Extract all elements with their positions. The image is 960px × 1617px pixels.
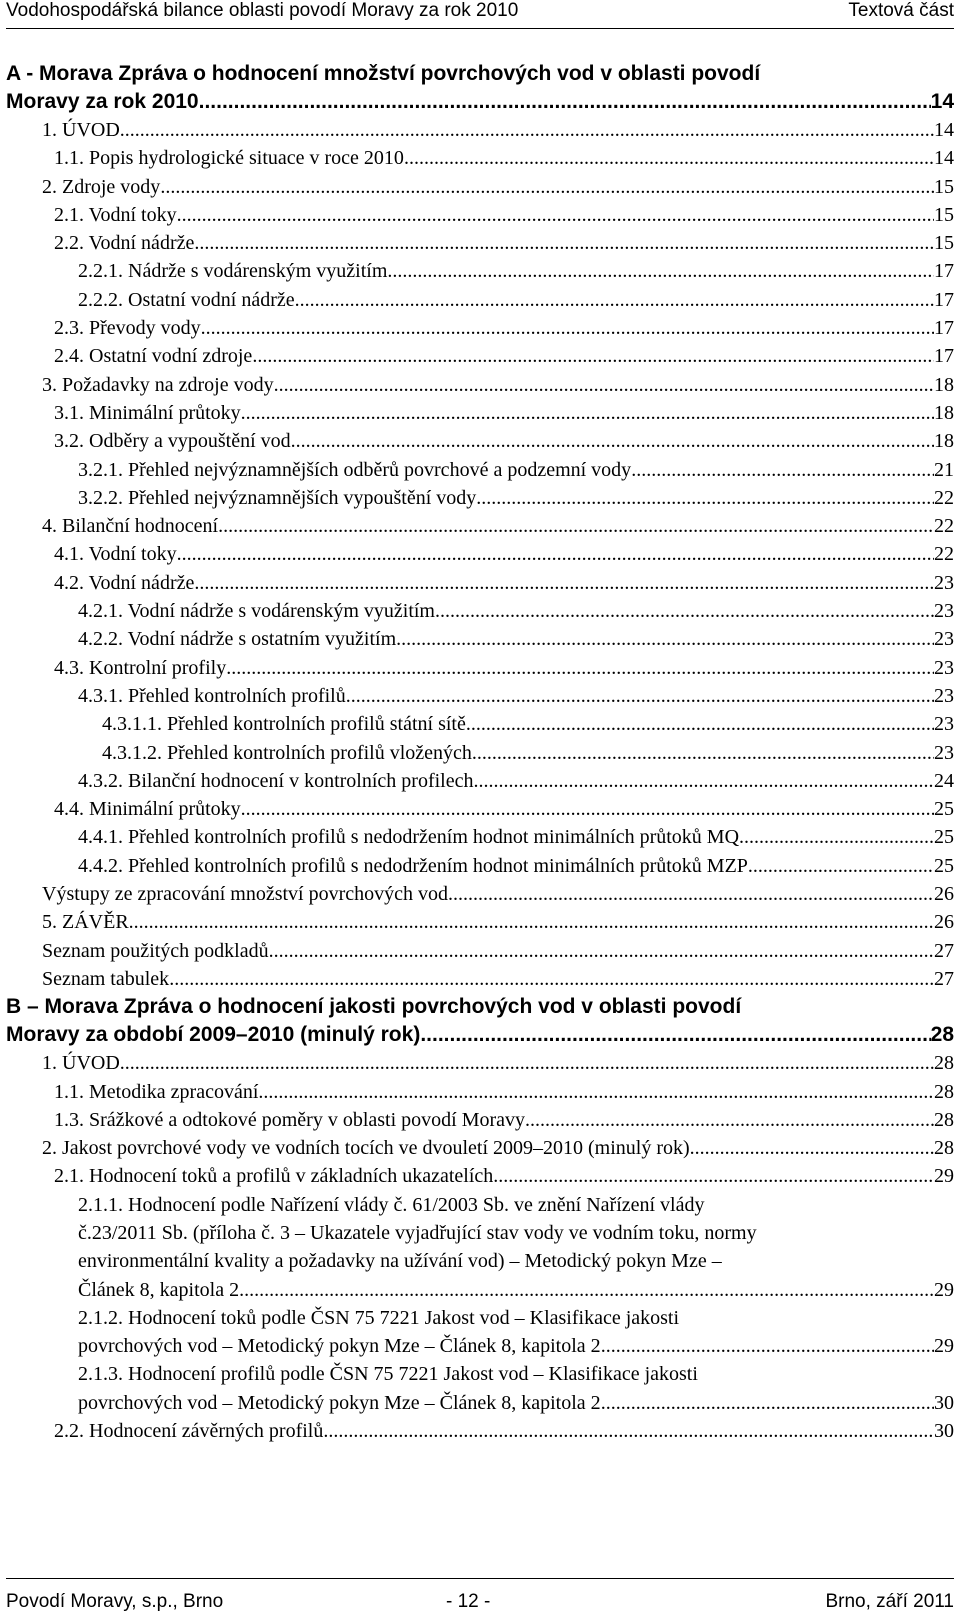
entry-text: 4.2.1. Vodní nádrže s vodárenským využitím	[78, 600, 435, 623]
toc-entry[interactable]	[6, 1049, 954, 1077]
dot-leader	[346, 682, 934, 710]
entry-text: 2.2. Vodní nádrže	[54, 232, 195, 255]
entry-text: 2.1.1. Hodnocení podle Nařízení vlády č. 61/2003 Sb. ve znění Nařízení vlády	[78, 1193, 705, 1216]
entry-text: 3.2.2. Přehled nejvýznamnějších vypouštění vody	[78, 486, 477, 509]
entry-page: 18	[934, 373, 954, 396]
dot-leader	[241, 399, 934, 427]
toc-entry[interactable]	[6, 1078, 954, 1106]
toc-entry[interactable]	[6, 456, 954, 484]
dot-leader	[493, 1162, 934, 1190]
entry-page: 23	[934, 713, 954, 736]
dot-leader	[748, 852, 934, 880]
section-b-line2: Moravy za období 2009–2010 (minulý rok)	[6, 1023, 421, 1047]
dot-leader	[323, 1417, 934, 1445]
toc-entry[interactable]	[6, 654, 954, 682]
entry-page: 24	[934, 769, 954, 792]
dot-leader	[466, 710, 934, 738]
dot-leader	[129, 908, 934, 936]
entry-text: 4.1. Vodní toky	[54, 543, 177, 566]
toc-entry[interactable]	[6, 682, 954, 710]
toc-entry[interactable]	[6, 852, 954, 880]
entry-text: 2.1. Hodnocení toků a profilů v základních ukazatelích	[54, 1165, 494, 1188]
page-footer	[6, 1578, 954, 1615]
entry-page: 29	[934, 1278, 954, 1301]
dot-leader	[177, 540, 934, 568]
entry-text: Seznam tabulek	[42, 967, 170, 990]
entry-text: 2.3. Převody vody	[54, 317, 201, 340]
dot-leader	[194, 569, 934, 597]
dot-leader	[160, 173, 934, 201]
dot-leader	[120, 1049, 934, 1077]
entry-page: 17	[934, 317, 954, 340]
toc-entry[interactable]	[6, 314, 954, 342]
toc-entry[interactable]	[6, 597, 954, 625]
section-b-page: 28	[930, 1023, 954, 1047]
toc-entry[interactable]	[6, 399, 954, 427]
entry-page: 26	[934, 883, 954, 906]
entry-text: 4.2.2. Vodní nádrže s ostatním využitím	[78, 628, 397, 651]
entry-text: 4.4. Minimální průtoky	[54, 798, 241, 821]
entry-text: 5. ZÁVĚR	[42, 911, 129, 934]
toc-entry[interactable]	[6, 880, 954, 908]
dot-leader	[239, 1276, 934, 1304]
entry-text: 2. Zdroje vody	[42, 175, 161, 198]
entry-text: 4.3.2. Bilanční hodnocení v kontrolních profilech	[78, 769, 474, 792]
footer-org: Povodí Moravy, s.p., Brno	[6, 1591, 224, 1612]
entry-page: 23	[934, 741, 954, 764]
toc-entry[interactable]	[6, 767, 954, 795]
toc-entry-2-1-1[interactable]	[6, 1191, 954, 1304]
section-a-line2: Moravy za rok 2010	[6, 90, 199, 113]
dot-leader	[601, 1332, 934, 1360]
dot-leader	[226, 654, 934, 682]
toc-entry[interactable]	[6, 739, 954, 767]
dot-leader	[404, 144, 934, 172]
dot-leader	[387, 257, 934, 285]
entry-text: č.23/2011 Sb. (příloha č. 3 – Ukazatele vyjadřující stav vody ve vodním toku, normy	[78, 1221, 757, 1244]
toc-entry[interactable]	[6, 173, 954, 201]
toc-entry[interactable]	[6, 795, 954, 823]
footer-date: Brno, září 2011	[825, 1591, 954, 1612]
toc-entry-2-2[interactable]	[6, 1417, 954, 1445]
dot-leader	[120, 116, 934, 144]
toc-entry[interactable]	[6, 1162, 954, 1190]
dot-leader	[274, 371, 934, 399]
entry-text: 3.1. Minimální průtoky	[54, 401, 241, 424]
entry-text: 4. Bilanční hodnocení	[42, 515, 219, 538]
entry-page: 18	[934, 430, 954, 453]
section-a-line1: A - Morava Zpráva o hodnocení množství povrchových vod v oblasti povodí	[6, 62, 761, 85]
dot-leader	[218, 512, 934, 540]
entry-page: 22	[934, 515, 954, 538]
dot-leader	[472, 739, 934, 767]
entry-page: 17	[934, 288, 954, 311]
entry-page: 27	[934, 967, 954, 990]
entry-text: 2.1.2. Hodnocení toků podle ČSN 75 7221 Jakost vod – Klasifikace jakosti	[78, 1306, 680, 1329]
entry-page: 23	[934, 571, 954, 594]
page-number: - 12 -	[446, 1591, 491, 1612]
toc-section-b[interactable]	[6, 993, 954, 1049]
dot-leader	[258, 1078, 934, 1106]
entry-text: Seznam použitých podkladů	[42, 939, 269, 962]
entry-text: 1. ÚVOD	[42, 119, 120, 141]
toc-entry[interactable]	[6, 229, 954, 257]
entry-text: povrchových vod – Metodický pokyn Mze – Článek 8, kapitola 2	[78, 1335, 601, 1358]
dot-leader	[739, 823, 934, 851]
dot-leader	[690, 1134, 934, 1162]
toc-entry[interactable]	[6, 427, 954, 455]
dot-leader	[435, 597, 934, 625]
dot-leader	[448, 880, 934, 908]
entry-page: 23	[934, 628, 954, 651]
entry-text: 1.1. Popis hydrologické situace v roce 2010	[54, 147, 404, 170]
entry-text: 4.3.1.2. Přehled kontrolních profilů vložených	[102, 741, 472, 764]
header-title: Vodohospodářská bilance oblasti povodí Moravy za rok 2010	[6, 0, 519, 21]
toc-entry[interactable]	[6, 116, 954, 144]
page-header	[6, 0, 954, 29]
dot-leader	[291, 427, 934, 455]
dot-leader	[473, 767, 934, 795]
entry-text: 2.2. Hodnocení závěrných profilů	[54, 1420, 324, 1443]
entry-page: 29	[934, 1335, 954, 1358]
entry-page: 27	[934, 939, 954, 962]
entry-text: 2. Jakost povrchové vody ve vodních tocích ve dvouletí 2009–2010 (minulý rok)	[42, 1137, 690, 1160]
entry-text: 2.1.3. Hodnocení profilů podle ČSN 75 7221 Jakost vod – Klasifikace jakosti	[78, 1363, 698, 1386]
toc-entry[interactable]	[6, 965, 954, 993]
entry-page: 15	[934, 203, 954, 226]
toc-entry[interactable]	[6, 908, 954, 936]
entry-text: 1.1. Metodika zpracování	[54, 1080, 259, 1103]
entry-page: 15	[934, 175, 954, 198]
toc-entry[interactable]	[6, 1106, 954, 1134]
entry-text: environmentální kvality a požadavky na užívání vod) – Metodický pokyn Mze –	[78, 1250, 722, 1273]
toc-entry[interactable]	[6, 540, 954, 568]
entry-page: 25	[934, 854, 954, 877]
dot-leader	[476, 484, 934, 512]
entry-text: 3.2. Odběry a vypouštění vod	[54, 430, 291, 453]
toc-entry[interactable]	[6, 371, 954, 399]
entry-text: 2.1. Vodní toky	[54, 203, 177, 226]
dot-leader	[169, 965, 934, 993]
table-of-contents	[6, 60, 954, 1445]
entry-text: 4.4.2. Přehled kontrolních profilů s nedodržením hodnot minimálních průtoků MZP	[78, 854, 748, 877]
dot-leader	[177, 201, 934, 229]
entry-text: 4.3. Kontrolní profily	[54, 656, 227, 679]
toc-section-a[interactable]	[6, 60, 954, 116]
toc-entry[interactable]	[6, 144, 954, 172]
dot-leader	[252, 342, 934, 370]
entry-page: 14	[934, 119, 954, 141]
entry-page: 23	[934, 684, 954, 707]
toc-entry[interactable]	[6, 937, 954, 965]
entry-page: 29	[934, 1165, 954, 1188]
toc-entry[interactable]	[6, 625, 954, 653]
dot-leader	[269, 937, 934, 965]
entry-page: 22	[934, 543, 954, 566]
entry-page: 28	[934, 1108, 954, 1131]
toc-entry[interactable]	[6, 710, 954, 738]
dot-leader	[631, 456, 934, 484]
entry-text: 2.2.1. Nádrže s vodárenským využitím	[78, 260, 388, 283]
entry-text: 4.3.1. Přehled kontrolních profilů	[78, 684, 346, 707]
toc-entry-2-1-3[interactable]	[6, 1360, 954, 1417]
entry-page: 23	[934, 600, 954, 623]
toc-list-b	[6, 1049, 954, 1190]
toc-entry[interactable]	[6, 484, 954, 512]
dot-leader	[525, 1106, 934, 1134]
dot-leader	[396, 625, 934, 653]
dot-leader	[194, 229, 934, 257]
entry-text: 4.2. Vodní nádrže	[54, 571, 195, 594]
entry-text: 3. Požadavky na zdroje vody	[42, 373, 274, 396]
header-section: Textová část	[848, 0, 954, 21]
dot-leader	[601, 1389, 934, 1417]
entry-page: 28	[934, 1080, 954, 1103]
toc-list-a	[6, 116, 954, 993]
toc-entry[interactable]	[6, 569, 954, 597]
entry-page: 14	[934, 147, 954, 170]
entry-page: 17	[934, 260, 954, 283]
section-b-line1: B – Morava Zpráva o hodnocení jakosti povrchových vod v oblasti povodí	[6, 995, 742, 1019]
toc-entry[interactable]	[6, 201, 954, 229]
entry-text: 4.4.1. Přehled kontrolních profilů s nedodržením hodnot minimálních průtoků MQ	[78, 826, 740, 849]
entry-text: 1. ÚVOD	[42, 1052, 120, 1075]
entry-text: povrchových vod – Metodický pokyn Mze – Článek 8, kapitola 2	[78, 1391, 601, 1414]
entry-page: 25	[934, 798, 954, 821]
dot-leader	[295, 286, 934, 314]
entry-page: 28	[934, 1052, 954, 1075]
entry-text: 4.3.1.1. Přehled kontrolních profilů státní sítě	[102, 713, 466, 736]
entry-text: Článek 8, kapitola 2	[78, 1278, 240, 1301]
entry-page: 18	[934, 401, 954, 424]
entry-page: 25	[934, 826, 954, 849]
entry-text: 2.4. Ostatní vodní zdroje	[54, 345, 253, 368]
entry-page: 30	[934, 1420, 954, 1443]
entry-page: 15	[934, 232, 954, 255]
toc-entry[interactable]	[6, 342, 954, 370]
entry-page: 21	[934, 458, 954, 481]
dot-leader	[241, 795, 934, 823]
toc-entry-2-1-2[interactable]	[6, 1304, 954, 1361]
dot-leader	[201, 314, 934, 342]
entry-text: Výstupy ze zpracování množství povrchových vod	[42, 883, 449, 906]
dot-leader	[199, 88, 931, 116]
entry-text: 2.2.2. Ostatní vodní nádrže	[78, 288, 295, 311]
entry-page: 22	[934, 486, 954, 509]
toc-entry[interactable]	[6, 257, 954, 285]
toc-entry[interactable]	[6, 823, 954, 851]
entry-page: 30	[934, 1391, 954, 1414]
entry-text: 3.2.1. Přehled nejvýznamnějších odběrů povrchové a podzemní vody	[78, 458, 632, 481]
entry-text: 1.3. Srážkové a odtokové poměry v oblasti povodí Moravy	[54, 1108, 526, 1131]
section-a-page: 14	[930, 90, 954, 113]
toc-entry[interactable]	[6, 286, 954, 314]
entry-page: 23	[934, 656, 954, 679]
entry-page: 17	[934, 345, 954, 368]
dot-leader	[420, 1021, 930, 1049]
entry-page: 28	[934, 1137, 954, 1160]
toc-entry[interactable]	[6, 512, 954, 540]
entry-page: 26	[934, 911, 954, 934]
toc-entry[interactable]	[6, 1134, 954, 1162]
